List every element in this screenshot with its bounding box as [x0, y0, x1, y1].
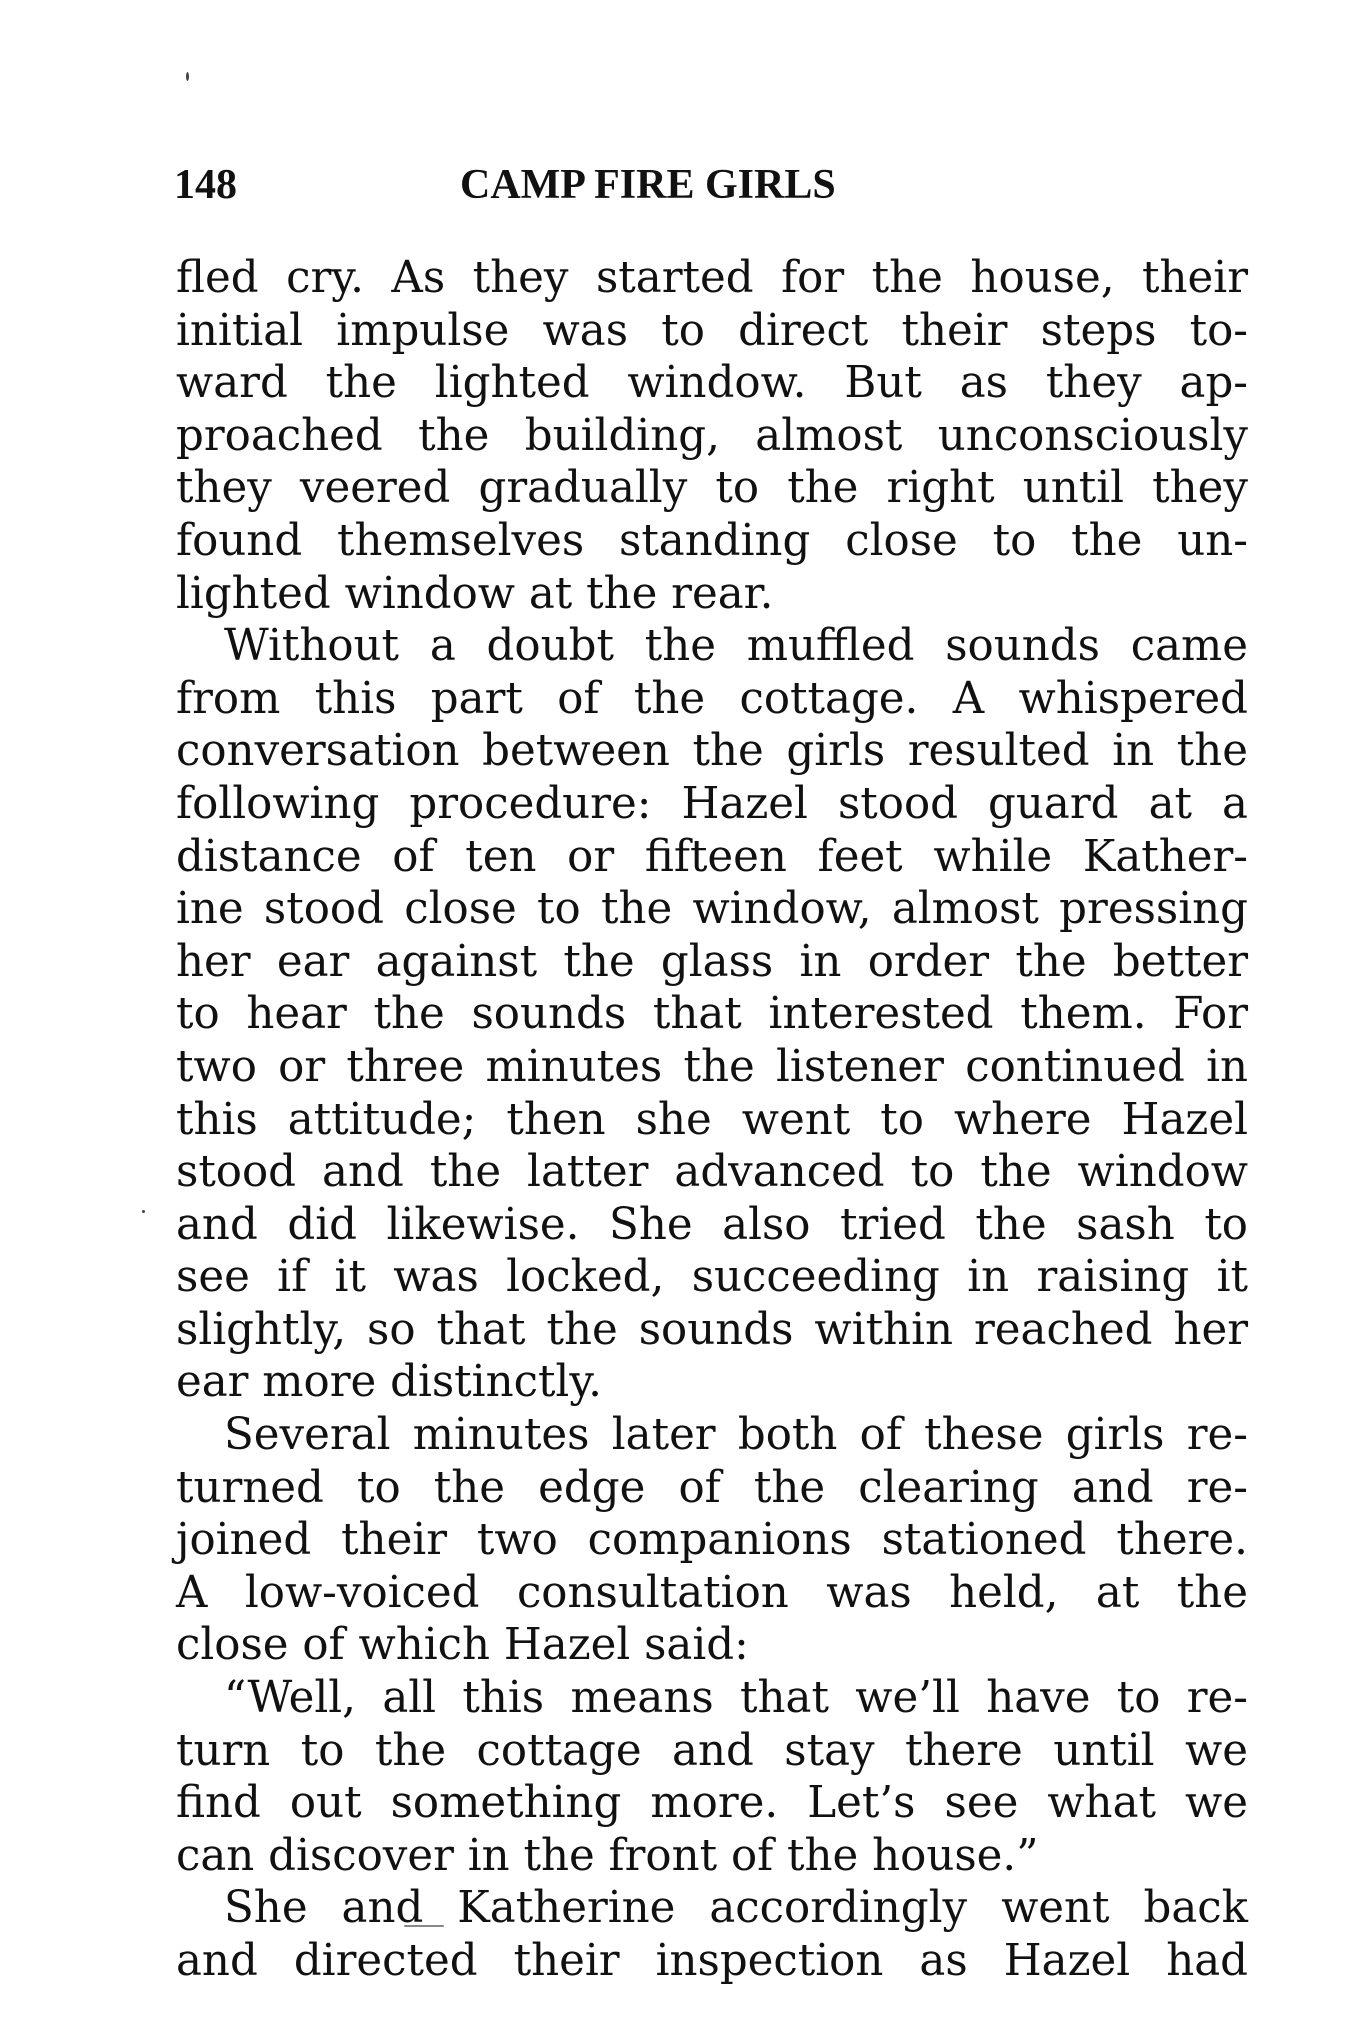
text-line: turn to the cottage and stay there until we: [176, 1725, 1248, 1776]
ink-speck: [142, 1210, 145, 1213]
text-line: find out something more. Let’s see what we: [176, 1778, 1248, 1829]
ink-speck: [186, 72, 189, 81]
page-header: [174, 150, 974, 220]
text-line: lighted window at the rear.: [176, 568, 774, 619]
text-line: distance of ten or fifteen feet while Kather-: [176, 831, 1248, 882]
text-line: ine stood close to the window, almost pressing: [176, 884, 1248, 935]
text-line: fled cry. As they started for the house, their: [176, 253, 1248, 303]
text-line: found themselves standing close to the un-: [176, 515, 1248, 566]
text-line: conversation between the girls resulted in the: [176, 726, 1248, 777]
text-line: initial impulse was to direct their steps to-: [176, 305, 1248, 356]
text-line: this attitude; then she went to where Hazel: [176, 1094, 1248, 1145]
text-line: see if it was locked, succeeding in raising it: [176, 1252, 1248, 1303]
text-line: “Well, all this means that we’ll have to re-: [224, 1673, 1248, 1724]
body-text: [176, 252, 1248, 1988]
text-line: proached the building, almost unconsciously: [176, 410, 1248, 461]
text-line: and directed their inspection as Hazel had: [176, 1936, 1248, 1986]
running-head: CAMP FIRE GIRLS: [460, 162, 836, 208]
text-line: She and Katherine accordingly went back: [224, 1883, 1248, 1934]
text-line: following procedure: Hazel stood guard at a: [176, 778, 1248, 829]
page-number: 148: [174, 162, 237, 208]
text-line: stood and the latter advanced to the window: [176, 1147, 1248, 1198]
text-line: ear more distinctly.: [176, 1357, 602, 1408]
text-line: they veered gradually to the right until they: [176, 463, 1248, 514]
text-line: joined their two companions stationed there.: [176, 1515, 1248, 1566]
text-line: Without a doubt the muffled sounds came: [224, 621, 1248, 672]
text-line: slightly, so that the sounds within reached her: [176, 1304, 1248, 1355]
text-line: to hear the sounds that interested them. For: [176, 989, 1248, 1040]
text-line: Several minutes later both of these girls re-: [224, 1410, 1248, 1461]
text-line: turned to the edge of the clearing and re-: [176, 1462, 1248, 1513]
text-line: and did likewise. She also tried the sash to: [176, 1199, 1248, 1250]
text-line: ward the lighted window. But as they ap-: [176, 358, 1248, 409]
text-line: can discover in the front of the house.”: [176, 1830, 1039, 1881]
text-line: A low-voiced consultation was held, at the: [176, 1567, 1248, 1618]
text-line: from this part of the cottage. A whispered: [176, 673, 1248, 724]
text-line: close of which Hazel said:: [176, 1620, 749, 1671]
text-line: two or three minutes the listener continued in: [176, 1041, 1248, 1092]
text-line: her ear against the glass in order the better: [176, 936, 1248, 987]
